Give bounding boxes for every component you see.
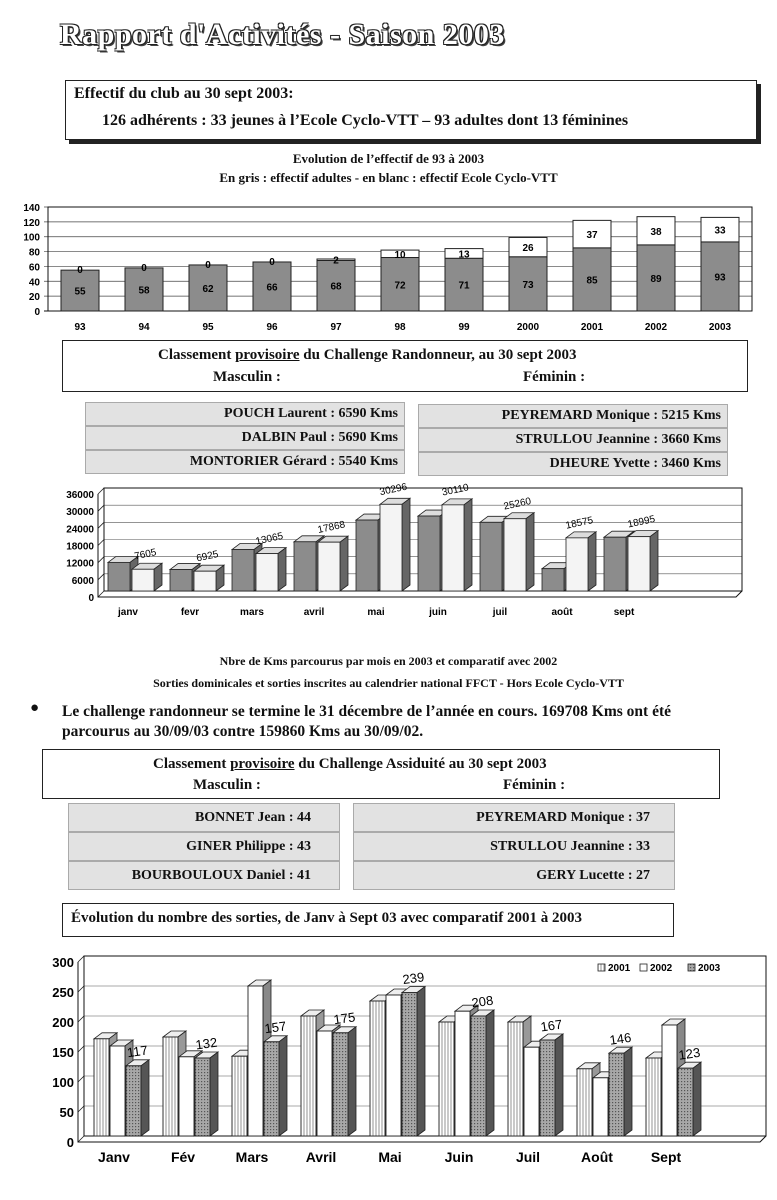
y-tick-label: 60 — [28, 262, 40, 274]
gridline — [78, 1046, 84, 1052]
x-tick-label: janv — [117, 607, 139, 618]
data-label: 10 — [394, 249, 406, 261]
bar-2003-side — [348, 1027, 356, 1136]
y-tick-label: 18000 — [66, 541, 94, 553]
bar-2003 — [471, 1016, 486, 1136]
legend-label: 2003 — [698, 963, 721, 974]
bar-2003 — [195, 1058, 210, 1136]
legend-label: 2001 — [608, 963, 631, 974]
chart1-caption-line1: Evolution de l’effectif de 93 à 2003 — [292, 151, 485, 166]
assiduite-feminin-label: Féminin : — [503, 777, 566, 793]
randonneur-title-prefix: Classement — [158, 347, 236, 363]
y-tick-label: 24000 — [66, 524, 94, 536]
effectif-chart — [0, 195, 777, 337]
chart3-title: Évolution du nombre des sorties, de Janv à Sept 03 avec comparatif 2001 à 2003 — [71, 910, 582, 926]
sorties-chart — [0, 940, 777, 1172]
gridline — [98, 540, 104, 546]
y-tick-label: 6000 — [71, 575, 94, 587]
bar-2003 — [264, 1042, 279, 1136]
legend-swatch — [598, 964, 605, 971]
x-tick-label: sept — [613, 607, 635, 618]
assiduite-men-list — [68, 803, 340, 890]
data-label: 167 — [539, 1016, 564, 1035]
data-label: 175 — [332, 1009, 357, 1028]
assiduite-title-suffix: du Challenge Assiduité au 30 sept 2003 — [294, 756, 547, 772]
data-label: 37 — [586, 230, 598, 242]
y-tick-label: 200 — [52, 1015, 74, 1030]
effectif-box — [65, 80, 757, 140]
page-title: Rapport d'Activités - Saison 2003 — [60, 18, 505, 51]
data-label: 239 — [401, 969, 426, 988]
list-item — [418, 428, 728, 452]
x-tick-label: 2003 — [708, 322, 732, 333]
bar-2003 — [126, 1066, 141, 1136]
data-label: 146 — [608, 1029, 633, 1048]
data-label: 62 — [202, 283, 214, 295]
data-label: 55 — [74, 286, 86, 298]
bar-2002 — [542, 569, 564, 591]
bar-2003-side — [402, 498, 410, 591]
x-tick-label: juil — [492, 607, 508, 618]
bar-2003 — [132, 569, 154, 591]
bar-2003 — [540, 1040, 555, 1136]
list-item — [68, 832, 340, 861]
x-tick-label: Fév — [170, 1149, 196, 1165]
data-label: 85 — [586, 275, 598, 287]
randonneur-man-2: DALBIN Paul : 5690 Kms — [241, 430, 398, 445]
y-tick-label: 40 — [28, 277, 40, 289]
bar-2003 — [333, 1033, 348, 1136]
bar-2003 — [628, 537, 650, 591]
bar-2001 — [94, 1039, 109, 1136]
data-label: 13 — [458, 249, 470, 261]
randonneur-man-1: POUCH Laurent : 6590 Kms — [224, 406, 398, 421]
bar-2002 — [593, 1078, 608, 1136]
bar-2002 — [524, 1047, 539, 1136]
assiduite-masculin-label: Masculin : — [193, 777, 261, 793]
bar-2002 — [170, 570, 192, 591]
x-tick-label: 2002 — [644, 322, 668, 333]
assiduite-title-prefix: Classement — [153, 756, 231, 772]
gridline — [78, 1016, 84, 1022]
data-label: 89 — [650, 273, 662, 285]
assiduite-man-3: BOURBOULOUX Daniel : 41 — [131, 867, 311, 883]
y-tick-label: 100 — [23, 232, 40, 244]
list-item — [418, 404, 728, 428]
x-tick-label: août — [551, 607, 573, 618]
data-label: 33 — [714, 225, 726, 237]
y-tick-label: 50 — [59, 1105, 74, 1120]
x-tick-label: Mars — [235, 1149, 269, 1165]
x-tick-label: 93 — [74, 322, 86, 333]
bar-2001 — [163, 1037, 178, 1136]
gridline — [98, 505, 104, 511]
data-label: 25260 — [502, 496, 533, 513]
gridline — [78, 986, 84, 992]
data-label: 7605 — [133, 547, 158, 563]
list-item — [418, 452, 728, 476]
paragraph-line2: parcourus au 30/09/03 contre 159860 Kms au 30/09/02. — [62, 723, 424, 740]
y-tick-label: 300 — [52, 955, 74, 970]
gridline — [78, 956, 84, 962]
list-item — [85, 426, 405, 450]
data-label: 157 — [263, 1018, 288, 1037]
list-item — [85, 402, 405, 426]
gridline — [98, 574, 104, 580]
gridline — [98, 557, 104, 563]
x-tick-label: 99 — [458, 322, 470, 333]
bar-2003-side — [340, 536, 348, 591]
data-label: 0 — [205, 259, 211, 271]
bar-2003-side — [464, 499, 472, 591]
bar-2002 — [480, 522, 502, 591]
list-item — [353, 803, 675, 832]
x-tick-label: 98 — [394, 322, 406, 333]
bar-2002 — [248, 986, 263, 1136]
list-item — [353, 832, 675, 861]
bar-2003 — [609, 1053, 624, 1136]
bar-2002 — [179, 1057, 194, 1136]
legend-swatch — [688, 964, 695, 971]
bar-2003-side — [417, 987, 425, 1136]
y-tick-label: 20 — [28, 292, 40, 304]
data-label: 93 — [714, 272, 726, 284]
bar-2002 — [386, 995, 401, 1136]
data-label: 72 — [394, 280, 406, 292]
gridline — [98, 522, 104, 528]
bar-2003 — [256, 554, 278, 591]
data-label: 13065 — [254, 530, 285, 548]
x-tick-label: Sept — [650, 1149, 682, 1165]
x-tick-label: 94 — [138, 322, 150, 333]
legend-label: 2002 — [650, 963, 673, 974]
data-label: 6925 — [195, 549, 220, 565]
x-tick-label: avril — [303, 607, 325, 618]
data-label: 18995 — [626, 513, 657, 531]
y-tick-label: 150 — [52, 1045, 74, 1060]
randonneur-masculin-label: Masculin : — [213, 369, 281, 385]
assiduite-woman-3: GERY Lucette : 27 — [536, 867, 650, 883]
data-label: 26 — [522, 243, 534, 255]
effectif-line1: Effectif du club au 30 sept 2003: — [74, 85, 294, 102]
chart1-caption-line2: En gris : effectif adultes - en blanc : effectif Ecole Cyclo-VTT — [219, 170, 558, 185]
data-label: 123 — [677, 1044, 702, 1063]
x-tick-label: Avril — [305, 1149, 337, 1165]
x-tick-label: Juin — [444, 1149, 474, 1165]
bar-2003-side — [141, 1060, 149, 1136]
bar-2002 — [455, 1011, 470, 1136]
gridline — [78, 1136, 84, 1142]
list-item — [353, 861, 675, 890]
bar-2001 — [439, 1022, 454, 1136]
effectif-line2: 126 adhérents : 33 jeunes à l’Ecole Cyclo-VTT – 93 adultes dont 13 féminines — [102, 112, 629, 129]
y-tick-label: 36000 — [66, 490, 94, 501]
randonneur-man-3: MONTORIER Gérard : 5540 Kms — [189, 454, 398, 469]
x-tick-label: Mai — [378, 1149, 402, 1165]
randonneur-woman-3: DHEURE Yvette : 3460 Kms — [549, 456, 721, 471]
randonneur-woman-1: PEYREMARD Monique : 5215 Kms — [501, 408, 721, 423]
y-tick-label: 120 — [23, 217, 40, 229]
assiduite-title-underlined: provisoire — [230, 756, 295, 772]
x-tick-label: 96 — [266, 322, 278, 333]
bar-2002 — [604, 537, 626, 591]
x-tick-label: 97 — [330, 322, 342, 333]
bar-2003-side — [526, 513, 534, 591]
y-tick-label: 80 — [28, 247, 40, 259]
bar-2002 — [294, 542, 316, 591]
x-tick-label: Janv — [98, 1149, 130, 1165]
bar-2003 — [442, 505, 464, 591]
data-label: 18575 — [564, 515, 595, 532]
x-tick-label: mars — [240, 607, 264, 618]
list-item — [68, 861, 340, 890]
bar-2001 — [577, 1069, 592, 1136]
data-label: 71 — [458, 280, 470, 292]
gridline — [78, 1076, 84, 1082]
y-tick-label: 0 — [34, 307, 40, 318]
bar-2002 — [418, 516, 440, 591]
assiduite-man-1: BONNET Jean : 44 — [194, 809, 311, 825]
randonneur-feminin-label: Féminin : — [523, 369, 586, 385]
bar-2003 — [380, 504, 402, 591]
x-tick-label: Juil — [515, 1149, 541, 1165]
bar-2002 — [662, 1025, 677, 1136]
bar-2003-side — [278, 548, 286, 591]
data-label: 2 — [333, 255, 339, 267]
data-label: 132 — [194, 1034, 219, 1053]
gridline — [98, 488, 104, 494]
bar-2002 — [317, 1031, 332, 1136]
randonneur-men-list — [85, 402, 405, 474]
x-tick-label: juin — [429, 607, 447, 618]
bar-2002 — [356, 520, 378, 591]
data-label: 73 — [522, 279, 534, 291]
bar-2003 — [504, 519, 526, 591]
x-tick-label: 2001 — [580, 322, 604, 333]
assiduite-woman-1: PEYREMARD Monique : 37 — [476, 809, 650, 825]
bar-2001 — [370, 1001, 385, 1136]
data-label: 30110 — [441, 482, 470, 499]
y-tick-label: 0 — [88, 593, 94, 604]
data-label: 0 — [141, 262, 147, 274]
bar-2003-side — [486, 1010, 494, 1136]
bar-2003 — [678, 1068, 693, 1136]
gridline — [78, 1106, 84, 1112]
bar-2003 — [566, 538, 588, 591]
list-item — [85, 450, 405, 474]
assiduite-title-box — [42, 749, 720, 799]
randonneur-women-list — [418, 404, 728, 476]
paragraph-line1: Le challenge randonneur se termine le 31 décembre de l’année en cours. 169708 Kms ont été — [62, 703, 672, 720]
y-tick-label: 250 — [52, 985, 74, 1000]
bar-2003-side — [693, 1062, 701, 1136]
assiduite-title — [153, 756, 547, 773]
data-label: 117 — [126, 1042, 149, 1061]
bar-2001 — [301, 1016, 316, 1136]
chart2-caption-line1: Nbre de Kms parcourus par mois en 2003 et comparatif avec 2002 — [219, 654, 558, 668]
bar-2003-side — [624, 1047, 632, 1136]
x-tick-label: fevr — [180, 607, 200, 618]
y-tick-label: 140 — [23, 203, 40, 214]
data-label: 58 — [138, 285, 150, 297]
data-label: 0 — [77, 265, 83, 277]
bar-2003-side — [588, 532, 596, 591]
data-label: 38 — [650, 226, 662, 238]
randonneur-title-suffix: du Challenge Randonneur, au 30 sept 2003 — [299, 347, 577, 363]
kms-chart — [0, 478, 777, 618]
assiduite-woman-2: STRULLOU Jeannine : 33 — [490, 838, 650, 854]
bar-2003-side — [555, 1034, 563, 1136]
data-label: 17868 — [316, 519, 347, 536]
y-tick-label: 0 — [66, 1135, 74, 1150]
bar-2003 — [194, 571, 216, 591]
bar-2003-side — [279, 1036, 287, 1136]
randonneur-title-underlined: provisoire — [235, 347, 300, 363]
bar-2002 — [110, 1046, 125, 1136]
paragraph-bullet: ● — [30, 700, 40, 716]
data-label: 66 — [266, 282, 278, 294]
bar-2001 — [508, 1022, 523, 1136]
y-tick-label: 30000 — [66, 507, 94, 519]
y-tick-label: 12000 — [66, 558, 94, 570]
legend-swatch — [640, 964, 647, 971]
randonneur-title-box — [62, 340, 748, 392]
data-label: 30296 — [378, 481, 409, 499]
chart2-caption-line2: Sorties dominicales et sorties inscrites au calendrier national FFCT - Hors Ecole Cyclo-VTT — [153, 676, 624, 690]
x-tick-label: 95 — [202, 322, 214, 333]
y-tick-label: 100 — [52, 1075, 74, 1090]
bar-2003 — [402, 993, 417, 1136]
randonneur-woman-2: STRULLOU Jeannine : 3660 Kms — [515, 432, 721, 447]
bar-2003-side — [210, 1052, 218, 1136]
x-tick-label: mai — [367, 607, 385, 618]
bar-2001 — [646, 1058, 661, 1136]
bar-2003 — [318, 542, 340, 591]
gridline — [98, 591, 104, 597]
data-label: 68 — [330, 281, 342, 293]
bar-2002 — [232, 550, 254, 591]
bar-2003-side — [650, 531, 658, 591]
data-label: 0 — [269, 256, 275, 268]
assiduite-women-list — [353, 803, 675, 890]
randonneur-title — [158, 347, 577, 364]
data-label: 208 — [470, 992, 495, 1011]
bar-2002 — [108, 562, 130, 591]
chart3-title-box — [62, 903, 674, 937]
assiduite-man-2: GINER Philippe : 43 — [186, 838, 311, 854]
bar-2001 — [232, 1056, 247, 1136]
list-item — [68, 803, 340, 832]
x-tick-label: 2000 — [516, 322, 540, 333]
x-tick-label: Août — [581, 1149, 613, 1165]
